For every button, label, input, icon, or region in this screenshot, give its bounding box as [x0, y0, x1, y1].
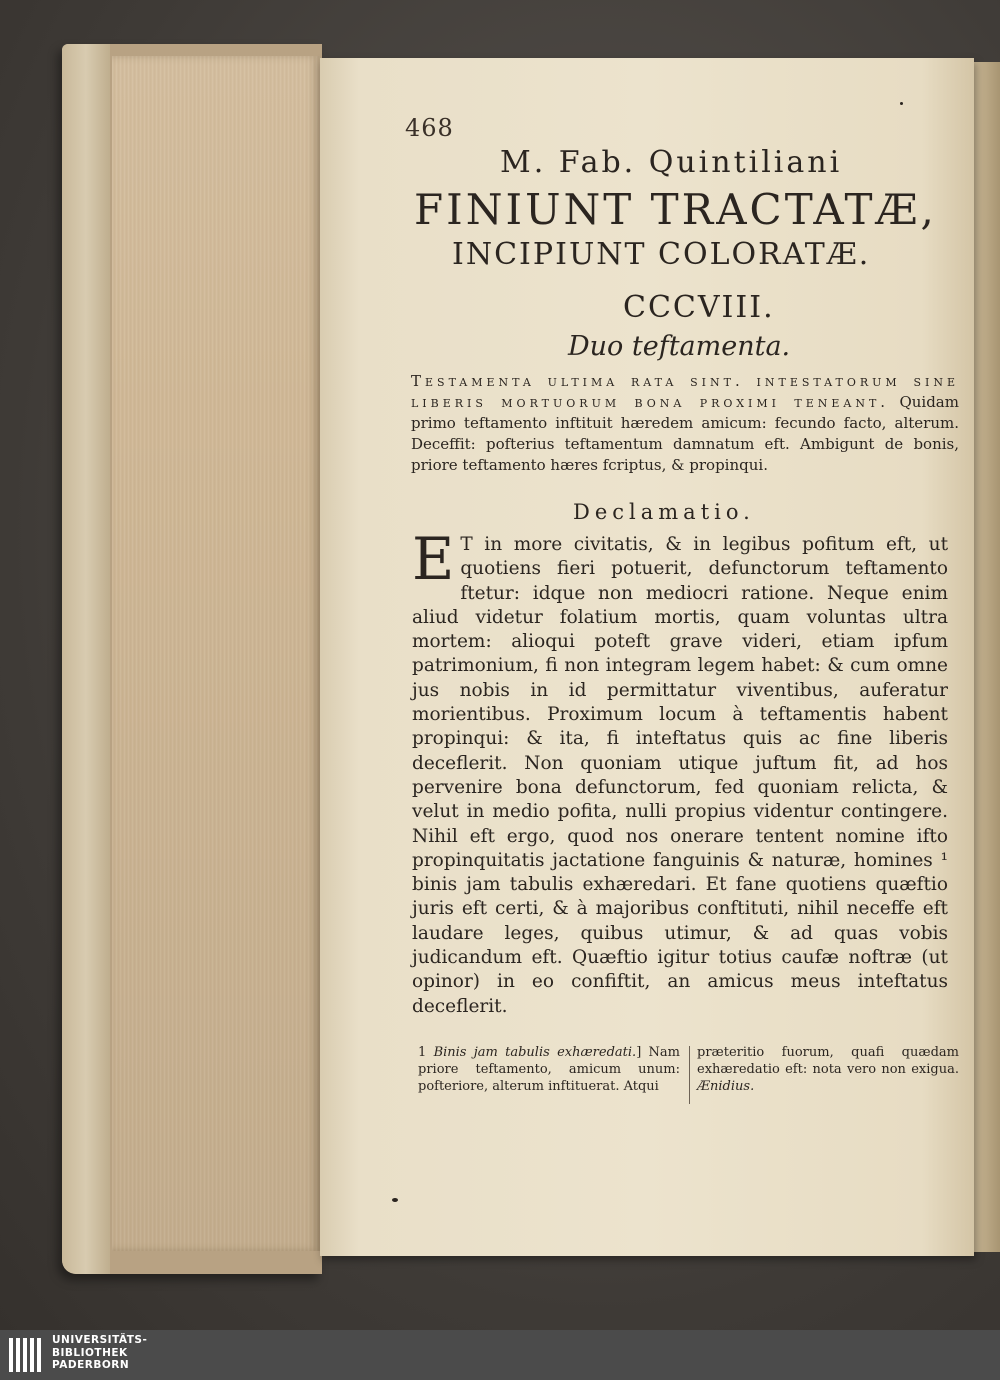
- law-caps: Testamenta ultima rata sint. intestatorum sine liberis mortuorum bona proximi teneant.: [411, 372, 959, 411]
- page-stack-shade: [112, 56, 320, 1251]
- title-line-2: INCIPIUNT COLORATÆ.: [452, 237, 871, 272]
- drop-cap: E: [412, 525, 455, 593]
- facing-page-edge: [974, 62, 1000, 1252]
- section-heading: Declamatio.: [573, 500, 755, 524]
- law-statement: [411, 371, 959, 476]
- title-line-1: FINIUNT TRACTATÆ,: [414, 185, 937, 234]
- declamation-title: Duo teftamenta.: [568, 331, 791, 362]
- library-name-line-1: UNIVERSITÄTS-: [52, 1334, 148, 1346]
- book-cover-edge: [62, 44, 110, 1274]
- body-text: T in more civitatis, & in legibus pofitum eft, ut quotiens fieri potuerit, defunctorum teftamento ftetur: idque non mediocri ratione. Neque enim aliud videtur folatium mortis, quam voluntas ultra mortem: alioqui poteft grave videri, etiam ipfum patrimonium, fi non integram legem habet: & cum omne jus nobis in id permittatur viventibus, auferatur morientibus. Proximum locum à teftamentis habent propinqui: & ita, fi inteftatus quis ac fine liberis deceflerit. Non quoniam utique juftum fit, ad hos pervenire bona defunctorum, fed quoniam relicta, & velut in medio pofita, nulli propius videntur contingere. Nihil eft ergo, quod nos onerare tentent nomine ifto propinquitatis jactatione fanguinis & naturæ, homines ¹ binis jam tabulis exhæredari. Et fane quotiens quæftio juris eft certi, & à majoribus conftituti, nihil neceffe eft laudare leges, quibus utimur, & ad quas vobis judicandum eft. Quæftio igitur totius caufæ noftræ (ut opinor) in eo confiftit, an amicus meus inteftatus deceflerit.: [412, 534, 948, 1017]
- author-line: M. Fab. Quintiliani: [500, 145, 843, 180]
- library-logo-icon: [8, 1336, 44, 1374]
- footnote-lemma: Binis jam tabulis exhæredati.: [433, 1045, 637, 1060]
- library-name: [52, 1334, 147, 1372]
- declamation-body: [412, 525, 948, 1019]
- ink-speck: [392, 1198, 398, 1202]
- ink-speck: [900, 102, 903, 105]
- declamation-number: CCCVIII.: [623, 290, 775, 325]
- footnote-text-right: præteritio fuorum, quafi quædam exhæredatio eft: nota vero non exigua.: [697, 1045, 959, 1077]
- footnote-source: Ænidius.: [697, 1079, 755, 1094]
- library-name-line-2: BIBLIOTHEK: [52, 1346, 128, 1359]
- library-name-line-3: PADERBORN: [52, 1359, 130, 1371]
- footnote-text-left: ] Nam priore teftamento, amicum unum: pofteriore, alterum inftituerat. Atqui: [418, 1045, 680, 1094]
- page-number: 468: [405, 114, 454, 142]
- footnote-left-column: [418, 1044, 680, 1095]
- footnote-right-column: [697, 1044, 959, 1095]
- footnote-marker: 1: [418, 1045, 427, 1060]
- footnote-divider: [689, 1046, 690, 1104]
- footer-bar: [0, 1330, 1000, 1380]
- law-case: Quidam primo teftamento inftituit hæredem amicum: fecundo facto, alterum. Deceffit: pofterius teftamentum damnatum eft. Ambigunt de bonis, priore teftamento hæres fcriptus, & propinqui.: [411, 393, 959, 474]
